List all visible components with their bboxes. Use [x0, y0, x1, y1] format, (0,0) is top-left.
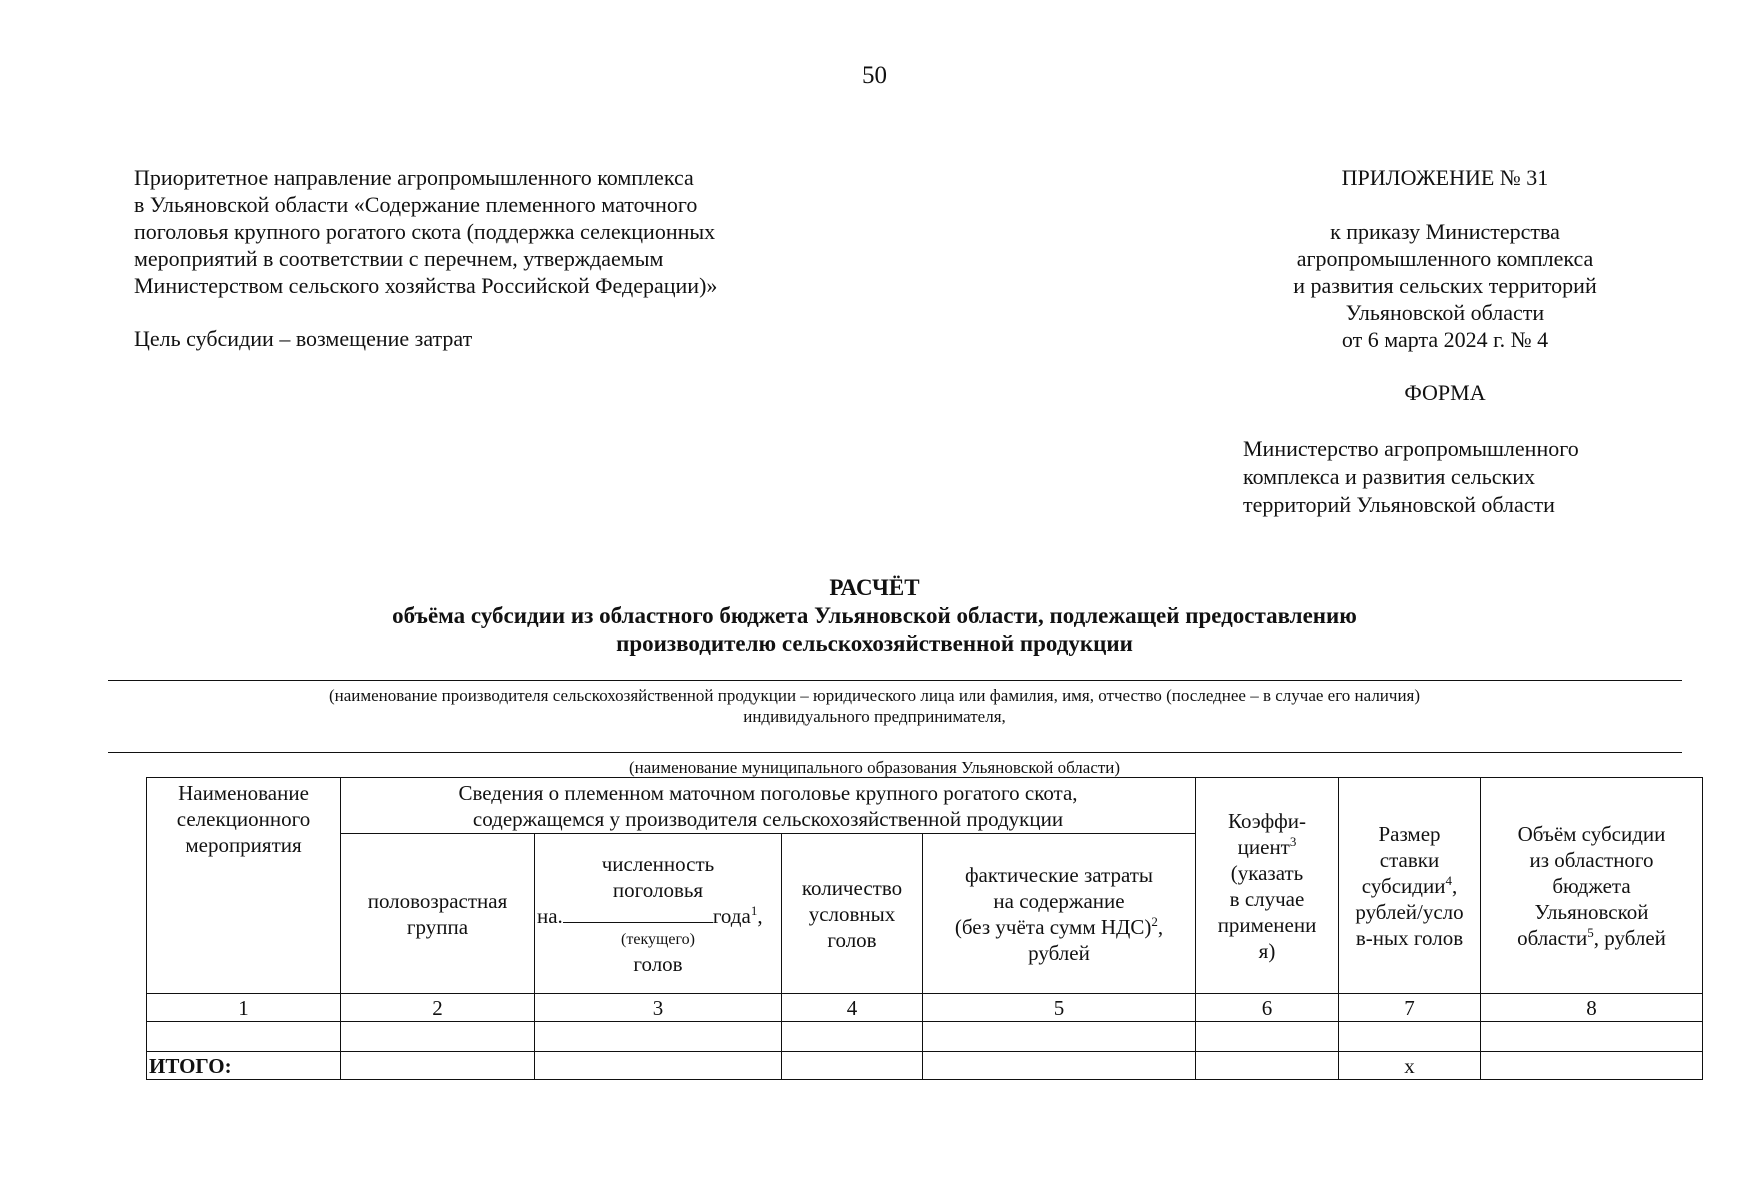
total-age-sex-group[interactable] — [341, 1052, 535, 1080]
col-number-5: 5 — [923, 994, 1196, 1022]
order-line-2: агропромышленного комплекса — [1296, 246, 1594, 271]
cell-actual-costs[interactable] — [923, 1022, 1196, 1052]
header-conditional-heads: количество условных голов — [782, 834, 923, 994]
municipality-name-line — [108, 752, 1682, 753]
priority-line-4: мероприятий в соответствии с перечнем, утверждаемым — [134, 246, 664, 271]
appendix-title: ПРИЛОЖЕНИЕ № 31 — [1341, 165, 1549, 190]
ministry-line-2: комплекса и развития сельских — [1243, 464, 1535, 489]
total-herd-size[interactable] — [535, 1052, 782, 1080]
title-line-2: объёма субсидии из областного бюджета Ульяновской области, подлежащей предоставлению — [392, 603, 1357, 628]
ministry-addressee — [1243, 435, 1663, 519]
priority-line-3: поголовья крупного рогатого скота (поддержка селекционных — [134, 219, 716, 244]
col-number-1: 1 — [147, 994, 341, 1022]
header-actual-costs: фактические затраты на содержание (без учёта сумм НДС)$^2$, рублей — [923, 834, 1196, 994]
cell-conditional-heads[interactable] — [782, 1022, 923, 1052]
priority-line-5: Министерством сельского хозяйства Российской Федерации)» — [134, 273, 718, 298]
header-age-sex-group: половозрастная группа — [341, 834, 535, 994]
year-blank[interactable] — [563, 922, 713, 923]
header-subsidy-rate: Размер ставки субсидии$^4$, рублей/усло в-ных голов — [1339, 778, 1481, 994]
subsidy-goal: Цель субсидии – возмещение затрат — [134, 326, 473, 351]
col-number-7: 7 — [1339, 994, 1481, 1022]
page-number: 50 — [862, 62, 887, 89]
ministry-line-1: Министерство агропромышленного — [1243, 436, 1579, 461]
header-herd-size: численность поголовья на. года$^1$, (текущего) голов — [535, 834, 782, 994]
header-subsidy-volume: Объём субсидии из областного бюджета Ульяновской области$^5$, рублей — [1481, 778, 1703, 994]
calculation-table — [146, 777, 1703, 1080]
total-row — [147, 1052, 1703, 1080]
form-label: ФОРМА — [1404, 380, 1486, 405]
cell-subsidy-volume[interactable] — [1481, 1022, 1703, 1052]
cell-herd-size[interactable] — [535, 1022, 782, 1052]
appendix-block — [1240, 164, 1650, 353]
title-line-3: производителю сельскохозяйственной продукции — [616, 631, 1133, 656]
total-coefficient[interactable] — [1196, 1052, 1339, 1080]
col-number-6: 6 — [1196, 994, 1339, 1022]
header-selection-event: Наименование селекционного мероприятия — [147, 778, 341, 994]
title-main: РАСЧЁТ — [829, 575, 920, 600]
cell-age-sex-group[interactable] — [341, 1022, 535, 1052]
column-numbers-row — [147, 994, 1703, 1022]
order-line-4: Ульяновской области — [1345, 300, 1545, 325]
data-row — [147, 1022, 1703, 1052]
total-conditional-heads[interactable] — [782, 1052, 923, 1080]
total-actual-costs[interactable] — [923, 1052, 1196, 1080]
document-title — [0, 574, 1749, 658]
producer-name-line — [108, 680, 1682, 681]
total-subsidy-rate: х — [1339, 1052, 1481, 1080]
municipality-caption: (наименование муниципального образования Ульяновской области) — [628, 758, 1121, 777]
header-coefficient: Коэффи- циент$^3$ (указать в случае применени я) — [1196, 778, 1339, 994]
total-subsidy-volume[interactable] — [1481, 1052, 1703, 1080]
col-number-4: 4 — [782, 994, 923, 1022]
priority-line-2: в Ульяновской области «Содержание племенного маточного — [134, 192, 698, 217]
header-livestock-info-group: Сведения о племенном маточном поголовье крупного рогатого скота, содержащемся у производителя сельскохозяйственной продукции — [341, 778, 1196, 834]
producer-caption-line-1: (наименование производителя сельскохозяйственной продукции – юридического лица или фамилия, имя, отчество (последнее – в случае его наличия) — [328, 686, 1421, 705]
producer-caption — [0, 685, 1749, 727]
col-number-3: 3 — [535, 994, 782, 1022]
cell-coefficient[interactable] — [1196, 1022, 1339, 1052]
order-line-3: и развития сельских территорий — [1293, 273, 1597, 298]
cell-selection-event[interactable] — [147, 1022, 341, 1052]
total-label: ИТОГО: — [147, 1052, 341, 1080]
order-line-1: к приказу Министерства — [1330, 219, 1560, 244]
order-line-5: от 6 марта 2024 г. № 4 — [1341, 327, 1549, 352]
priority-direction-block — [134, 164, 854, 299]
ministry-line-3: территорий Ульяновской области — [1243, 492, 1555, 517]
producer-caption-line-2: индивидуального предпринимателя, — [743, 707, 1006, 726]
col-number-8: 8 — [1481, 994, 1703, 1022]
priority-line-1: Приоритетное направление агропромышленного комплекса — [134, 165, 694, 190]
cell-subsidy-rate[interactable] — [1339, 1022, 1481, 1052]
col-number-2: 2 — [341, 994, 535, 1022]
